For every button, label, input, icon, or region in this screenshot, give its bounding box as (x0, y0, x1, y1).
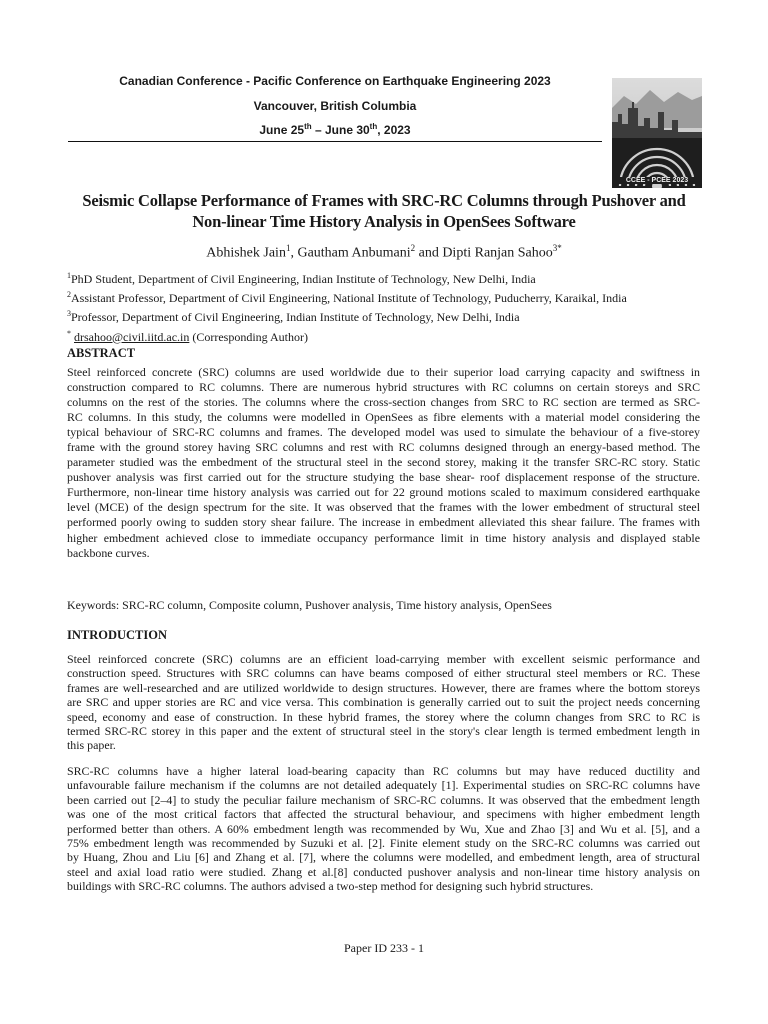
affiliation-3: $^3$Professor, Department of Civil Engineering, Indian Institute of Technology, New Delhi, India (67, 309, 520, 325)
page-footer: Paper ID 233 - 1 (344, 941, 424, 955)
corresponding-author: * drsahoo@civil.iitd.ac.in (Corresponding Author) (67, 328, 309, 344)
abstract-heading: ABSTRACT (67, 346, 136, 360)
conference-location: Vancouver, British Columbia (253, 99, 417, 113)
header-rule (68, 141, 602, 142)
author-list: Abhishek Jain$^1$, Gautham Anbumani$^2$ and Dipti Ranjan Sahoo$^{3*}$ (206, 243, 562, 261)
logo-caption: CCEE - PCEE 2023 (612, 177, 702, 184)
title-line-2: Non-linear Time History Analysis in OpenSees Software (192, 212, 576, 231)
conference-logo (612, 78, 702, 188)
intro-paragraph-1: Steel reinforced concrete (SRC) columns are an efficient load-carrying member with excellent seismic performance and construction speed. Structures with SRC columns can have beams composed of either structural steel members or RC. These frames are well-researched and are utilized worldwide to design structures. However, there are frames where the bottom storeys are SRC and upper stories are RC and vice versa. This combination is generally carried out to suit the project needs concerning speed, economy and ease of construction. In these hybrid frames, the storey where the column changes from SRC to RC is termed SRC-RC storey in this paper and the extent of structural steel in the story's clear length is termed embedment length in this paper. (67, 652, 700, 753)
affiliation-1: $^1$PhD Student, Department of Civil Engineering, Indian Institute of Technology, New Delhi, India (67, 271, 536, 286)
keywords: Keywords: SRC-RC column, Composite column, Pushover analysis, Time history analysis, OpenSees (67, 598, 552, 612)
email-link[interactable]: drsahoo@civil.iitd.ac.in (74, 329, 190, 344)
conference-dates: June 25th – June 30th, 2023 (259, 122, 411, 137)
intro-paragraph-2: SRC-RC columns have a higher lateral load-bearing capacity than RC columns but may have reduced ductility and unfavourable failure mechanism if the columns are not detailed adequately [1]. Experimental studies on SRC-RC columns have been carried out [2–4] to study the peculiar failure mechanism of SRC-RC columns. It was observed that the embedment length was one of the most critical factors that affected the structural behaviour, and specimens with higher embedment length performed better than others. A 60% embedment length was recommended by Wu, Xue and Zhao [3] and Wu et al. [5], and a 75% embedment length was recommended by Suzuki et al. [2]. Finite element study on the SRC-RC columns was carried out by Huang, Zhou and Liu [6] and Zhang et al. [7], where the columns were modelled, and embedment length, area of structural steel and axial load ratio were studied. Zhang et al.[8] conducted pushover analysis and non-linear time history analysis on buildings with SRC-RC columns. The authors advised a two-step method for designing such hybrid structures. (67, 764, 700, 894)
introduction-heading: INTRODUCTION (67, 628, 168, 642)
title-line-1: Seismic Collapse Performance of Frames with SRC-RC Columns through Pushover and (82, 191, 686, 210)
abstract-body: Steel reinforced concrete (SRC) columns are used worldwide due to their superior load carrying capacity and swiftness in construction compared to RC columns. There are numerous hybrid structures with RC columns on certain storeys and SRC columns on the rest of the stories. The columns where the cross-section changes from SRC to RC section are termed as SRC- RC columns. In this study, the columns were modelled in OpenSees as fibre elements with a material model considering the typical behaviour of SRC-RC columns and frames. The developed model was used to simulate the behaviour of a five-storey frame with the ground storey having SRC columns and rest with RC columns designed through an energy-based method. The parameter studied was the embedment of the structural steel in the second storey, making it the transfer SRC-RC story. Static pushover analysis was first carried out for the structure studying the base shear- roof displacement response of the structure. Furthermore, non-linear time history analysis was carried out for 22 ground motions scaled to maximum considered earthquake level (MCE) of the design spectrum for the site. It was observed that the frames with the lower embedment of structural steel performed poorly owing to sudden story shear failure. The increase in embedment alleviated this shear failure. The frames with higher embedment achieved close to immediate occupancy performance limit in time history analysis and displayed stable backbone curves. (67, 365, 700, 560)
paper-title (60, 190, 708, 232)
conference-name: Canadian Conference - Pacific Conference on Earthquake Engineering 2023 (119, 74, 551, 88)
affiliations (67, 268, 707, 345)
affiliation-2: $^2$Assistant Professor, Department of Civil Engineering, National Institute of Technology, Puducherry, Karaikal, India (67, 290, 627, 306)
